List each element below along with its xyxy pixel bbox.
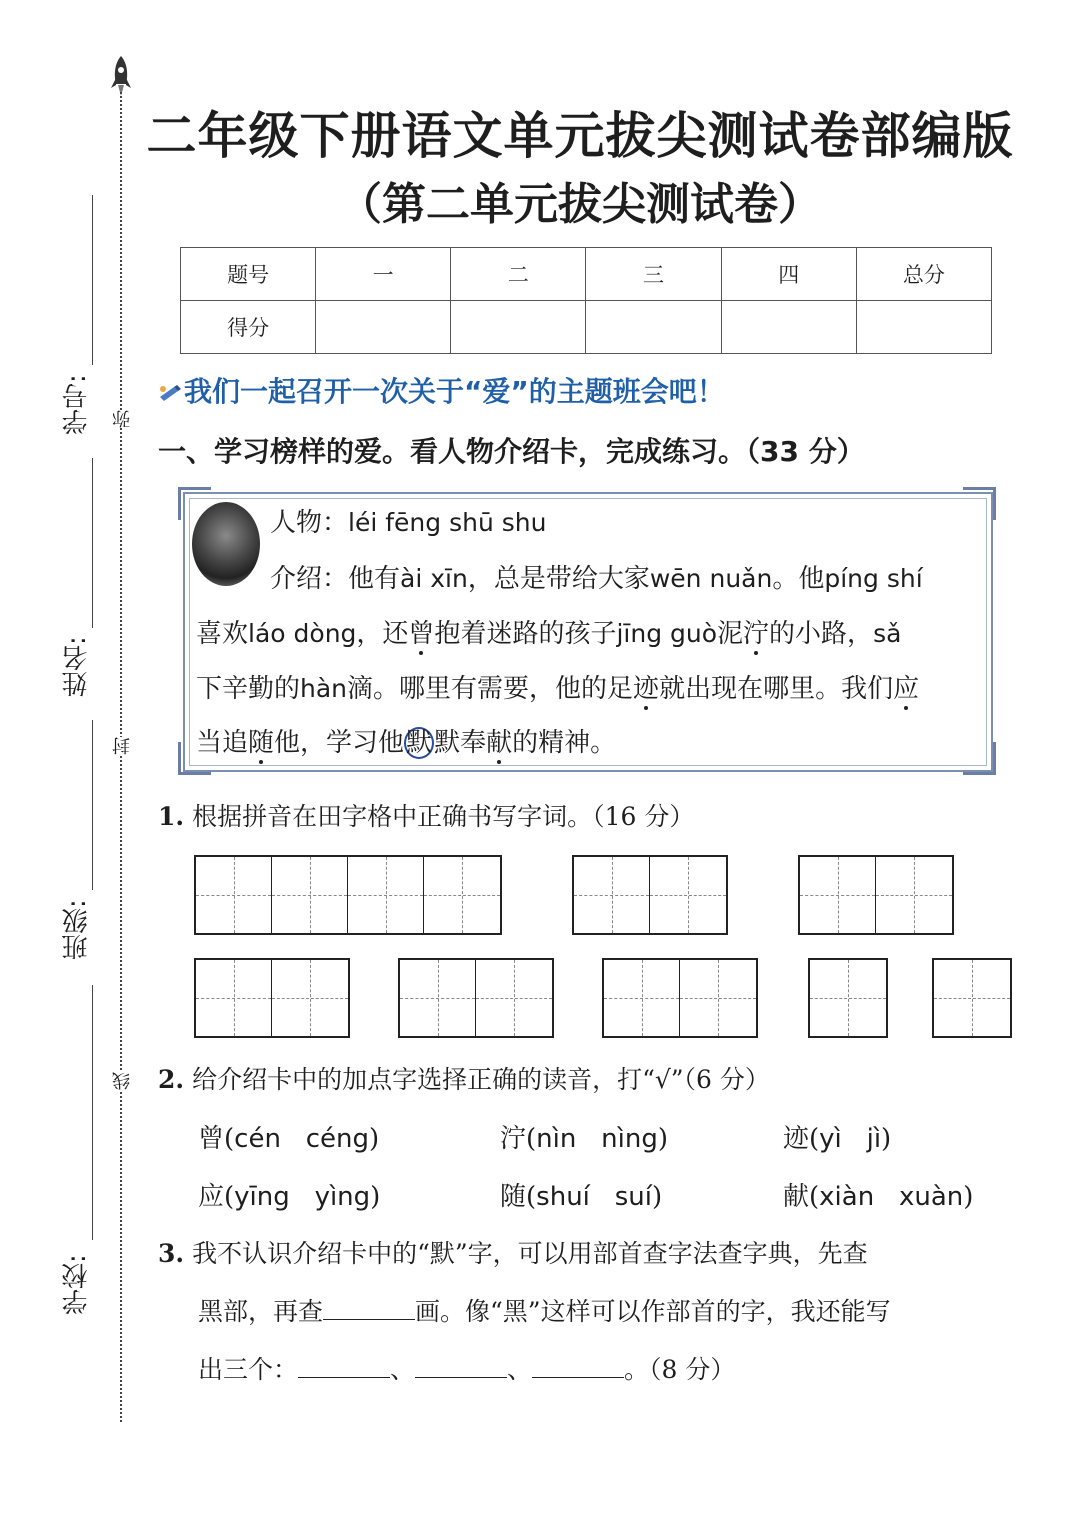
writing-grid-2[interactable]	[798, 855, 954, 935]
tianzige-cell[interactable]	[650, 857, 726, 933]
writing-grid-4[interactable]	[194, 855, 502, 935]
pinyin: sǎ	[873, 619, 902, 648]
question-text: 。（8 分）	[624, 1355, 736, 1384]
score-table-score-row	[181, 301, 992, 354]
pinyin-choice-b[interactable]: céng	[305, 1124, 370, 1154]
reading-option[interactable]: 应(yīng yìng)	[198, 1182, 381, 1212]
score-input-cell[interactable]	[721, 301, 856, 354]
text: ，总是带给大家	[467, 564, 650, 594]
writing-grid-2[interactable]	[194, 958, 350, 1038]
seal-char-mi: 弥	[112, 410, 133, 428]
card-line-1	[270, 558, 923, 595]
intro-label: 介绍：	[270, 564, 349, 594]
text: 就出现在哪里。我们	[659, 674, 894, 704]
question-2	[158, 1060, 770, 1096]
score-input-cell[interactable]	[316, 301, 451, 354]
text: 下辛勤的	[196, 674, 301, 704]
text: ，还	[356, 619, 409, 649]
tianzige-cell[interactable]	[272, 960, 348, 1036]
text: 他有	[348, 564, 401, 594]
option-char: 献	[783, 1182, 810, 1212]
tianzige-cell[interactable]	[800, 857, 876, 933]
score-table-header-row	[181, 248, 992, 301]
text: 。他	[772, 564, 825, 594]
question-1	[158, 797, 694, 833]
pinyin: hàn	[300, 674, 348, 703]
pinyin-choice-a[interactable]: xiàn	[819, 1182, 875, 1212]
question-text: 根据拼音在田字格中正确书写字词。（16 分）	[192, 802, 695, 831]
score-header-cell: 四	[721, 248, 856, 301]
score-header-cell: 题号	[181, 248, 316, 301]
dotted-char: 泞	[743, 619, 770, 649]
question-text: 黑部，再查	[198, 1297, 324, 1326]
dotted-char: 迹	[633, 674, 660, 704]
name-line	[92, 458, 93, 628]
dotted-char: 曾	[408, 619, 435, 649]
person-label: 人物：	[270, 508, 349, 538]
tianzige-cell[interactable]	[680, 960, 756, 1036]
pinyin: píng shí	[824, 564, 923, 593]
theme-banner	[158, 370, 725, 410]
option-char: 迹	[783, 1124, 810, 1154]
tianzige-cell[interactable]	[810, 960, 886, 1036]
text: 喜欢	[196, 619, 249, 649]
separator: 、	[507, 1355, 533, 1384]
reading-option[interactable]: 泞(nìn nìng)	[500, 1124, 668, 1154]
tianzige-cell[interactable]	[476, 960, 552, 1036]
pinyin-choice-a[interactable]: shuí	[536, 1182, 590, 1212]
question-3-line-2	[198, 1292, 891, 1328]
option-char: 随	[500, 1182, 527, 1212]
dotted-char: 随	[248, 728, 275, 758]
reading-option[interactable]: 迹(yì jì)	[783, 1124, 892, 1154]
text: 默奉	[434, 728, 487, 758]
text: 泥	[717, 619, 744, 649]
pinyin: wēn nuǎn	[649, 564, 773, 593]
score-row-label: 得分	[181, 301, 316, 354]
writing-grid-1[interactable]	[808, 958, 888, 1038]
text: 滴。哪里有需要，他的足	[347, 674, 634, 704]
text: 的精神。	[512, 728, 617, 758]
option-char: 泞	[500, 1124, 527, 1154]
binding-dotted-line	[120, 92, 122, 1422]
writing-grid-1[interactable]	[932, 958, 1012, 1038]
score-header-cell: 三	[586, 248, 721, 301]
school-label: 学校:	[62, 1254, 92, 1316]
answer-blank-stroke[interactable]	[323, 1295, 415, 1320]
question-number: 2.	[158, 1065, 185, 1094]
pinyin: jīng guò	[616, 619, 718, 648]
score-table	[180, 247, 992, 354]
page-subtitle: （第二单元拔尖测试卷）	[338, 179, 822, 230]
score-input-cell[interactable]	[856, 301, 991, 354]
card-person-line	[270, 502, 546, 539]
pinyin: láo dòng	[248, 619, 357, 648]
question-number: 3.	[158, 1239, 185, 1268]
student-id-label: 学号:	[62, 374, 92, 436]
question-text: 我不认识介绍卡中的“默”字，可以用部首查字法查字典，先查	[192, 1239, 868, 1268]
page-title: 二年级下册语文单元拔尖测试卷部编版	[146, 107, 1014, 165]
answer-blank[interactable]	[298, 1353, 390, 1378]
answer-blank[interactable]	[532, 1353, 624, 1378]
tianzige-cell[interactable]	[196, 857, 272, 933]
writing-grid-2[interactable]	[572, 855, 728, 935]
section1-title: 一、学习榜样的爱。看人物介绍卡，完成练习。（33 分）	[158, 435, 865, 468]
pinyin-choice-b[interactable]: yìng	[314, 1182, 371, 1212]
pencil-icon	[158, 383, 184, 403]
answer-blank[interactable]	[415, 1353, 507, 1378]
seal-char-feng: 封	[112, 737, 133, 755]
tianzige-cell[interactable]	[574, 857, 650, 933]
question-text: 给介绍卡中的加点字选择正确的读音，打“√”（6 分）	[192, 1065, 770, 1094]
score-input-cell[interactable]	[451, 301, 586, 354]
question-number: 1.	[158, 802, 185, 831]
dotted-char: 应	[893, 674, 920, 704]
pinyin-choice-b[interactable]: suí	[614, 1182, 652, 1212]
tianzige-cell[interactable]	[876, 857, 952, 933]
text: 抱着迷路的孩子	[434, 619, 617, 649]
seal-char-xian: 线	[112, 1072, 133, 1090]
question-text: 画。像“黑”这样可以作部首的字，我还能写	[415, 1297, 891, 1326]
reading-option[interactable]: 曾(cén céng)	[198, 1124, 380, 1154]
pinyin-choice-b[interactable]: xuàn	[899, 1182, 964, 1212]
pinyin-choice-b[interactable]: jì	[866, 1124, 882, 1154]
score-input-cell[interactable]	[586, 301, 721, 354]
writing-grid-2[interactable]	[602, 958, 758, 1038]
pinyin: ài xīn	[400, 564, 468, 593]
reading-option[interactable]: 随(shuí suí)	[500, 1182, 663, 1212]
text: 他，学习他	[274, 728, 405, 758]
writing-grid-2[interactable]	[398, 958, 554, 1038]
pinyin-choice-a[interactable]: nìn	[536, 1124, 577, 1154]
separator: 、	[390, 1355, 416, 1384]
score-header-cell: 二	[451, 248, 586, 301]
question-text: 出三个：	[198, 1355, 299, 1384]
theme-text: 我们一起召开一次关于“爱”的主题班会吧！	[184, 375, 725, 408]
circled-char: 默	[406, 728, 433, 758]
tianzige-cell[interactable]	[272, 857, 348, 933]
card-line-2	[196, 613, 901, 650]
question-3	[158, 1234, 868, 1270]
lei-feng-portrait	[192, 502, 260, 586]
pinyin-choice-a[interactable]: yì	[819, 1124, 842, 1154]
pinyin-choice-a[interactable]: cén	[234, 1124, 281, 1154]
person-pinyin: léi fēng shū shu	[348, 508, 547, 537]
option-char: 应	[198, 1182, 225, 1212]
card-corner	[963, 742, 996, 775]
tianzige-cell[interactable]	[348, 857, 424, 933]
score-header-cell: 一	[316, 248, 451, 301]
pinyin-choice-a[interactable]: yīng	[234, 1182, 290, 1212]
class-line	[92, 720, 93, 890]
text: 当追	[196, 728, 249, 758]
reading-option[interactable]: 献(xiàn xuàn)	[783, 1182, 974, 1212]
school-line	[92, 985, 93, 1240]
card-line-3	[196, 668, 919, 705]
text: 的小路，	[769, 619, 874, 649]
name-label: 姓名:	[62, 636, 92, 698]
tianzige-cell[interactable]	[424, 857, 500, 933]
dotted-char: 献	[486, 728, 513, 758]
option-char: 曾	[198, 1124, 225, 1154]
card-line-4	[196, 722, 616, 759]
student-id-line	[92, 195, 93, 365]
card-corner	[963, 487, 996, 520]
class-label: 班级:	[62, 899, 92, 961]
question-3-line-3	[198, 1350, 735, 1386]
tianzige-cell[interactable]	[400, 960, 476, 1036]
tianzige-cell[interactable]	[196, 960, 272, 1036]
pinyin-choice-b[interactable]: nìng	[601, 1124, 658, 1154]
score-header-cell: 总分	[856, 248, 991, 301]
tianzige-cell[interactable]	[604, 960, 680, 1036]
tianzige-cell[interactable]	[934, 960, 1010, 1036]
